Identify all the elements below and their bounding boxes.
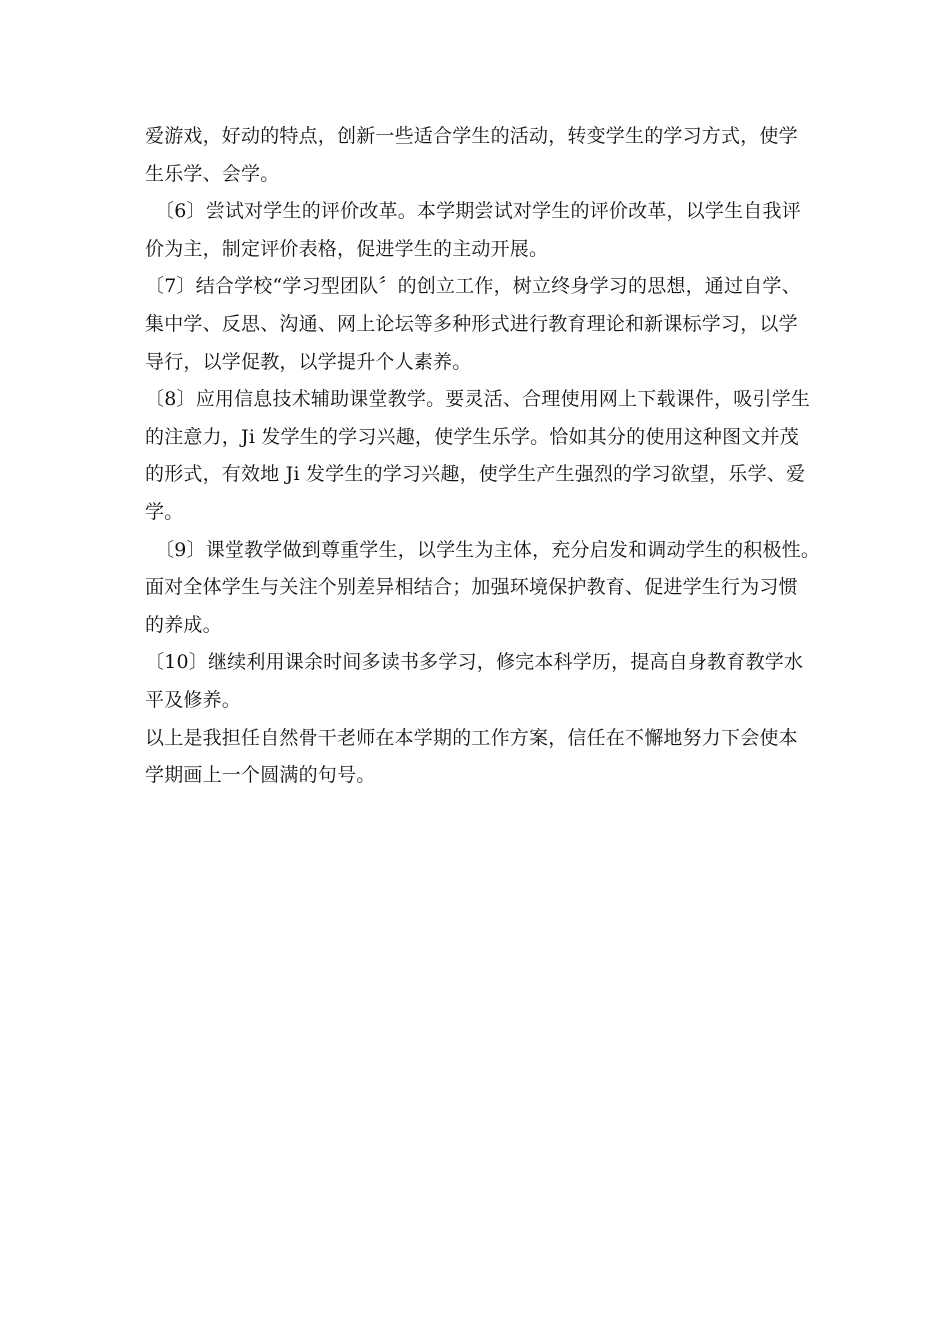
text-line: 〔8〕应用信息技术辅助课堂教学。要灵活、合理使用网上下载课件，吸引学生 bbox=[145, 388, 811, 411]
text-line: 学。 bbox=[145, 500, 184, 523]
text-line: 导行，以学促教，以学提升个人素养。 bbox=[145, 350, 472, 373]
text-line: 学期画上一个圆满的句号。 bbox=[145, 764, 376, 787]
text-line: 面对全体学生与关注个别差异相结合；加强环境保护教育、促进学生行为习惯 bbox=[145, 576, 798, 599]
text-line: 生乐学、会学。 bbox=[145, 162, 280, 185]
text-line: 的形式，有效地 Ji 发学生的学习兴趣，使学生产生强烈的学习欲望，乐学、爱 bbox=[145, 463, 806, 486]
document-body bbox=[145, 118, 821, 795]
text-line: 〔10〕继续利用课余时间多读书多学习，修完本科学历，提高自身教育教学水 bbox=[145, 651, 804, 674]
text-line: 的注意力，Ji 发学生的学习兴趣，使学生乐学。恰如其分的使用这种图文并茂 bbox=[145, 425, 799, 448]
text-line: 爱游戏，好动的特点，创新一些适合学生的活动，转变学生的学习方式，使学 bbox=[145, 125, 798, 147]
text-line: 平及修养。 bbox=[145, 688, 242, 711]
text-line: 〔9〕课堂教学做到尊重学生，以学生为主体，充分启发和调动学生的积极性。 bbox=[155, 538, 821, 561]
text-line: 的养成。 bbox=[145, 613, 222, 636]
text-line: 〔7〕结合学校“学习型团队〞的创立工作，树立终身学习的思想，通过自学、 bbox=[145, 275, 801, 298]
text-line: 价为主，制定评价表格，促进学生的主动开展。 bbox=[145, 237, 549, 260]
text-line: 以上是我担任自然骨干老师在本学期的工作方案，信任在不懈地努力下会使本 bbox=[145, 726, 798, 749]
text-line: 〔6〕尝试对学生的评价改革。本学期尝试对学生的评价改革，以学生自我评 bbox=[155, 200, 801, 223]
text-line: 集中学、反思、沟通、网上论坛等多种形式进行教育理论和新课标学习，以学 bbox=[145, 312, 798, 335]
